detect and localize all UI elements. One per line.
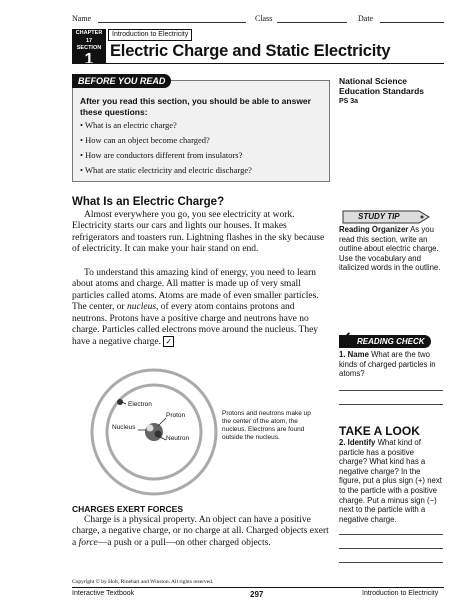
atom-diagram (88, 366, 220, 498)
before-you-read-intro: After you read this section, you should be able to answer these questions: (80, 96, 311, 117)
section-label: SECTION (76, 45, 102, 51)
page-title: Electric Charge and Static Electricity (110, 42, 391, 60)
class-label: Class (255, 14, 273, 23)
paragraph-2: To understand this amazing kind of energy, you need to learn about atoms and charge. All matter is made up of very small particles called atoms. Atoms are made of even smaller particles. The center, or nucleus, of every atom contains protons and neutrons. Protons have a positive charge and neutrons have no charge. Particles called electrons move around the nucleus. They have a negative charge. ✓ (72, 268, 319, 348)
subheading: CHARGES EXERT FORCES (72, 504, 183, 514)
take-a-look-heading: TAKE A LOOK (339, 424, 420, 438)
copyright: Copyright © by Holt, Rinehart and Winston. All rights reserved. (72, 579, 214, 585)
page-number: 297 (250, 590, 264, 599)
list-item: • What are static electricity and electric discharge? (80, 165, 252, 175)
proton-dot (147, 425, 154, 432)
answer-line[interactable] (339, 562, 443, 563)
take-a-look-text: 2. Identify What kind of particle has a positive charge? What kind has a negative charge? In the figure, put a plus sign (+) next to the particle with a positive charge. Put a minus sign (−) next to the particle with a negative charge. (339, 438, 442, 524)
name-field[interactable] (98, 22, 246, 23)
name-label: Name (72, 14, 92, 23)
section-heading: What Is an Electric Charge? (72, 196, 225, 208)
footer-right: Introduction to Electricity (362, 590, 439, 597)
answer-line[interactable] (339, 548, 443, 549)
reading-check-tab: READING CHECK (339, 335, 431, 348)
diagram-caption: Protons and neutrons make up the center of the atom, the nucleus. Electrons are found outside the nucleus. (222, 410, 311, 441)
electron-label: Electron (128, 401, 152, 408)
answer-line[interactable] (339, 404, 443, 405)
chapter-title: Introduction to Electricity (108, 29, 192, 41)
nucleus-label: Nucleus (112, 424, 136, 431)
footer-rule (72, 587, 444, 588)
list-item: • How can an object become charged? (80, 135, 210, 145)
check-icon: ✓ (165, 337, 173, 347)
neutron-label: Neutron (166, 435, 190, 442)
study-tip-text: Reading Organizer As you read this section, write an outline about electric charge. Use the vocabulary and italicized words in the outline. (339, 225, 441, 273)
study-tip-tag: STUDY TIP (358, 212, 400, 221)
date-field[interactable] (380, 22, 444, 23)
question-list (80, 120, 324, 176)
answer-line[interactable] (339, 534, 443, 535)
checkmark-icon: ✓ (339, 330, 353, 347)
paragraph-3: Charge is a physical property. An object can have a positive charge, a negative charge, or no charge at all. Charged objects exert a force—a push or a pull—on other charged objects. (72, 515, 329, 548)
standards-title: National Science Education Standards (339, 76, 425, 96)
standards-code: PS 3a (339, 98, 359, 105)
list-item: • How are conductors different from insulators? (80, 150, 243, 160)
section-badge (72, 29, 106, 68)
chapter-label: CHAPTER 17 (75, 30, 103, 44)
neutron-dot (155, 431, 162, 438)
reading-check-question: 1. Name What are the two kinds of charged particles in atoms? (339, 350, 436, 379)
section-number: 1 (84, 51, 94, 68)
date-label: Date (358, 14, 374, 23)
proton-label: Proton (166, 412, 186, 419)
paragraph-1: Almost everywhere you go, you see electricity at work. Electricity starts our cars and lights our houses. It makes refrigerators and toasters run. Lightning flashes in the sky because of electricity. It can make your hair stand on end. (72, 210, 325, 255)
list-item: • What is an electric charge? (80, 120, 177, 130)
footer-left: Interactive Textbook (72, 590, 135, 597)
class-field[interactable] (277, 22, 347, 23)
answer-line[interactable] (339, 390, 443, 391)
title-rule (72, 63, 444, 64)
before-you-read-tab: BEFORE YOU READ (72, 74, 171, 88)
